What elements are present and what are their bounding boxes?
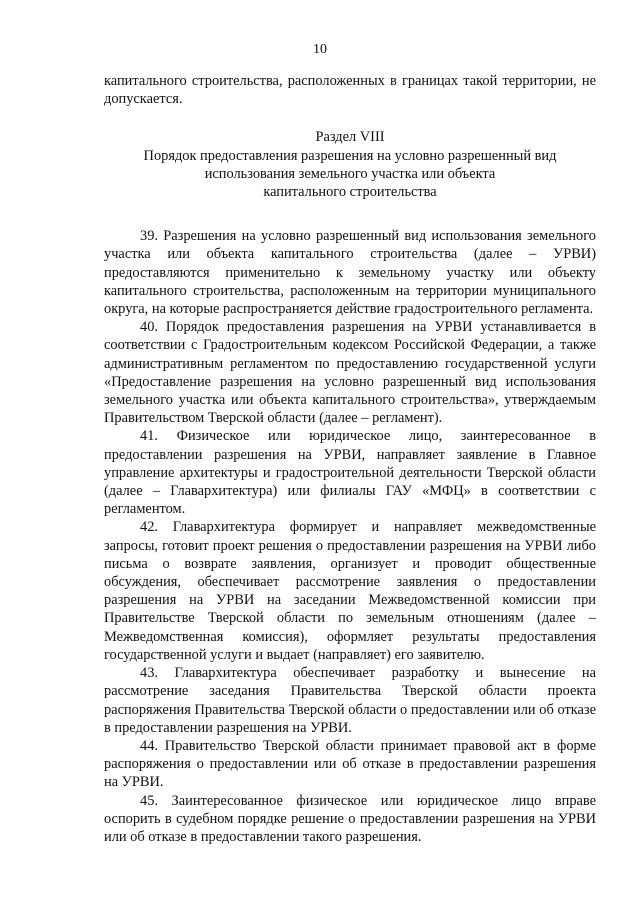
- paragraph-41: 41. Физическое или юридическое лицо, заинтересованное в предоставлении разрешения на УРВИ, направляет заявление в Главное управление архитектуры и градостроительной деятельности Тверской области (далее – Главархитектура) или филиалы ГАУ «МФЦ» в соответствии с регламентом.: [104, 428, 596, 518]
- section-title: Раздел VIII: [315, 129, 385, 146]
- section-heading-line: капитального строительства: [263, 184, 437, 201]
- page-number: 10: [313, 42, 327, 57]
- paragraph-39: 39. Разрешения на условно разрешенный вид использования земельного участка или объекта капитального строительства (далее – УРВИ) предоставляются применительно к земельному участку или объекту капитального строительства, расположенным на территории муниципального округа, на которые распространяется действие градостроительного регламента.: [104, 228, 596, 318]
- paragraph-43: 43. Главархитектура обеспечивает разработку и вынесение на рассмотрение заседания Правительства Тверской области проекта распоряжения Правительства Тверской области о предоставлении или об отказе в предоставлении разрешения на УРВИ.: [104, 665, 596, 736]
- document-body: [104, 72, 596, 846]
- section-heading-line: использования земельного участка или объекта: [204, 165, 496, 182]
- lead-paragraph: капитального строительства, расположенных в границах такой территории, не допускается.: [104, 73, 596, 108]
- paragraph-45: 45. Заинтересованное физическое или юридическое лицо вправе оспорить в судебном порядке решение о предоставлении разрешения на УРВИ или об отказе в предоставлении такого разрешения.: [104, 792, 596, 845]
- section-heading: [104, 128, 596, 201]
- paragraph-40: 40. Порядок предоставления разрешения на УРВИ устанавливается в соответствии с Градостроительным кодексом Российской Федерации, а также административным регламентом по предоставлению государственной услуги «Предоставление разрешения на условно разрешенный вид использования земельного участка или объекта капитального строительства», утверждаемым Правительством Тверской области (далее – регламент).: [104, 319, 596, 427]
- section-heading-line: Порядок предоставления разрешения на условно разрешенный вид: [143, 147, 557, 164]
- paragraph-44: 44. Правительство Тверской области принимает правовой акт в форме распоряжения о предоставлении или об отказе в предоставлении разрешения на УРВИ.: [104, 737, 596, 791]
- paragraph-42: 42. Главархитектура формирует и направляет межведомственные запросы, готовит проект решения о предоставлении разрешения на УРВИ либо письма о возврате заявления, организует и проводит общественные обсуждения, обеспечивает рассмотрение заявления о предоставлении разрешения на УРВИ на заседании Межведомственной комиссии при Правительстве Тверской области по земельным отношениям (далее – Межведомственная комиссия), оформляет результаты предоставления государственной услуги и выдает (направляет) его заявителю.: [104, 519, 596, 663]
